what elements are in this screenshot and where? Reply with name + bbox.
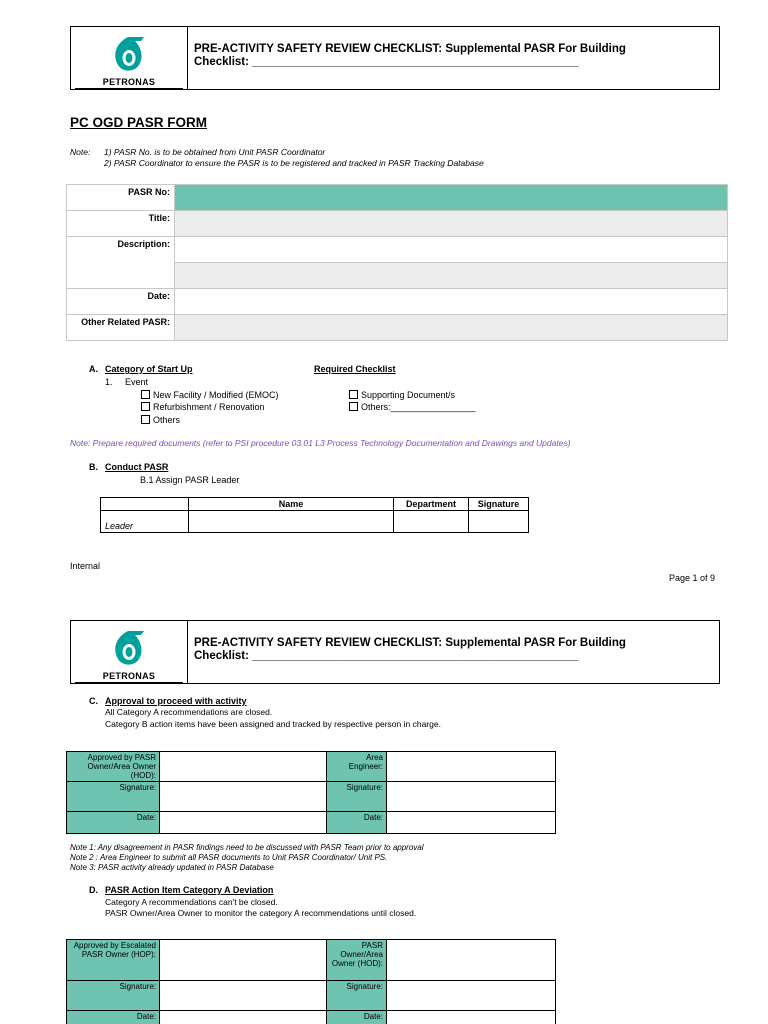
form-title: PC OGD PASR FORM (70, 115, 208, 130)
header-title-line2: Checklist: ___________________________________________________ (194, 56, 579, 68)
header-title-line1: PRE-ACTIVITY SAFETY REVIEW CHECKLIST: Supplemental PASR For Building (194, 43, 626, 55)
section-b-sub: B.1 Assign PASR Leader (140, 475, 240, 485)
checkbox-icon[interactable] (349, 402, 358, 411)
approved-by-label: Approved by PASR Owner/Area Owner (HOD): (67, 752, 160, 782)
note-line2: 2) PASR Coordinator to ensure the PASR is to be registered and tracked in PASR Tracking Database (104, 158, 484, 168)
logo-text: PETRONAS (102, 77, 156, 87)
description-label: Description: (67, 237, 175, 289)
escalated-owner-label: Approved by Escalated PASR Owner (HOP): (67, 940, 160, 981)
checkbox-icon[interactable] (141, 390, 150, 399)
petronas-logo-icon (108, 35, 148, 75)
section-b-letter: B. (89, 462, 98, 472)
option-new-facility[interactable]: New Facility / Modified (EMOC) (141, 390, 279, 400)
approved-by-field[interactable] (160, 752, 327, 782)
section-a (89, 364, 689, 434)
logo-cell (71, 621, 188, 683)
pasr-no-field[interactable] (175, 185, 728, 211)
section-c-letter: C. (89, 696, 98, 706)
pasr-info-table (66, 184, 728, 341)
approval-table (66, 751, 556, 834)
section-d-heading: PASR Action Item Category A Deviation (105, 885, 274, 895)
d-date-label-2: Date: (327, 1011, 387, 1024)
logo-underline (75, 88, 183, 89)
option-supporting-docs[interactable]: Supporting Document/s (349, 390, 455, 400)
section-d-line1: Category A recommendations can't be closed. (105, 897, 278, 907)
section-b-heading: Conduct PASR (105, 462, 169, 472)
row-leader: Leader (101, 511, 189, 533)
leader-signature-cell[interactable] (469, 511, 529, 533)
col-signature: Signature (469, 498, 529, 511)
signature-field[interactable] (160, 782, 327, 812)
d-date-field[interactable] (160, 1011, 327, 1024)
event-number: 1. (105, 377, 113, 387)
note-label: Note: (70, 147, 91, 157)
checkbox-icon[interactable] (141, 402, 150, 411)
section-c-heading: Approval to proceed with activity (105, 696, 247, 706)
section-a-heading: Category of Start Up (105, 364, 193, 374)
pasr-owner-label: PASR Owner/Area Owner (HOD): (327, 940, 387, 981)
header-title (188, 27, 719, 89)
leader-department-cell[interactable] (394, 511, 469, 533)
logo-cell (71, 27, 188, 89)
required-checklist-heading: Required Checklist (314, 364, 396, 374)
description-field-2[interactable] (175, 263, 728, 289)
header-title-line2: Checklist: ___________________________________________________ (194, 650, 579, 662)
title-label: Title: (67, 211, 175, 237)
d-signature-label: Signature: (67, 981, 160, 1011)
area-engineer-field[interactable] (387, 752, 556, 782)
date-label: Date: (67, 289, 175, 315)
escalated-owner-field[interactable] (160, 940, 327, 981)
area-engineer-label: Area Engineer: (327, 752, 387, 782)
pasr-owner-field[interactable] (387, 940, 556, 981)
logo-underline (75, 682, 183, 683)
section-c-note2: Note 2 : Area Engineer to submit all PASR documents to Unit PASR Coordinator/ Unit PS. (70, 853, 388, 862)
col-department: Department (394, 498, 469, 511)
petronas-logo-icon (108, 629, 148, 669)
col-name: Name (189, 498, 394, 511)
section-c-note1: Note 1: Any disagreement in PASR findings need to be discussed with PASR Team prior to approval (70, 843, 424, 852)
title-field[interactable] (175, 211, 728, 237)
section-c-note3: Note 3: PASR activity already updated in PASR Database (70, 863, 274, 872)
other-related-field[interactable] (175, 315, 728, 341)
d-date-field-2[interactable] (387, 1011, 556, 1024)
page-number: Page 1 of 9 (669, 573, 716, 583)
deviation-table (66, 939, 556, 1024)
page-header-1 (70, 26, 720, 90)
section-a-letter: A. (89, 364, 98, 374)
note-line1: 1) PASR No. is to be obtained from Unit PASR Coordinator (104, 147, 326, 157)
signature-field-2[interactable] (387, 782, 556, 812)
header-title (188, 621, 719, 683)
classification-label: Internal (70, 561, 101, 571)
leader-name-cell[interactable] (189, 511, 394, 533)
option-req-others[interactable]: Others:_________________ (349, 402, 476, 412)
pasr-no-label: PASR No: (67, 185, 175, 211)
checkbox-icon[interactable] (141, 415, 150, 424)
signature-label: Signature: (67, 782, 160, 812)
leader-table (100, 497, 529, 533)
description-field-1[interactable] (175, 237, 728, 263)
page-header-2 (70, 620, 720, 684)
logo-text: PETRONAS (102, 671, 156, 681)
purple-note: Note: Prepare required documents (refer to PSI procedure 03.01 L3 Process Technology Documentation and Drawings and Updates) (70, 438, 571, 448)
date-label: Date: (67, 812, 160, 834)
event-label: Event (125, 377, 149, 387)
other-related-label: Other Related PASR: (67, 315, 175, 341)
leader-col-blank (101, 498, 189, 511)
checkbox-icon[interactable] (349, 390, 358, 399)
date-label-2: Date: (327, 812, 387, 834)
d-date-label: Date: (67, 1011, 160, 1024)
section-d-letter: D. (89, 885, 98, 895)
header-title-line1: PRE-ACTIVITY SAFETY REVIEW CHECKLIST: Supplemental PASR For Building (194, 637, 626, 649)
section-c-line2: Category B action items have been assigned and tracked by respective person in charge. (105, 719, 441, 729)
d-signature-field-2[interactable] (387, 981, 556, 1011)
section-d-line2: PASR Owner/Area Owner to monitor the category A recommendations until closed. (105, 908, 417, 918)
d-signature-label-2: Signature: (327, 981, 387, 1011)
d-signature-field[interactable] (160, 981, 327, 1011)
option-refurbishment[interactable]: Refurbishment / Renovation (141, 402, 265, 412)
date-field-2[interactable] (387, 812, 556, 834)
section-c-line1: All Category A recommendations are closed. (105, 707, 273, 717)
signature-label-2: Signature: (327, 782, 387, 812)
date-field[interactable] (160, 812, 327, 834)
date-field[interactable] (175, 289, 728, 315)
option-others[interactable]: Others (141, 415, 180, 425)
